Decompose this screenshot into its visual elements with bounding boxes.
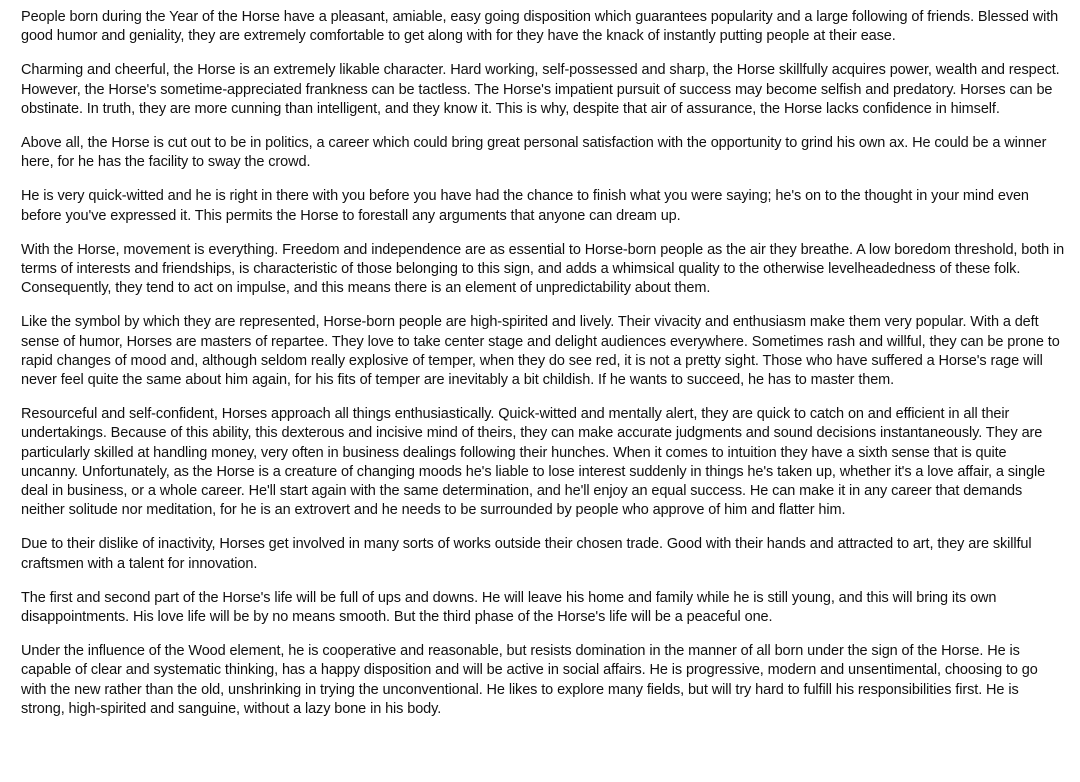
paragraph-10: Under the influence of the Wood element, he is cooperative and reasonable, but resists domination in the manner of all born under the sign of the Horse. He is capable of clear and systematic thinking, has a happy disposition and will be active in social affairs. He is progressive, modern and unsentimental, choosing to go with the new rather than the old, unshrinking in trying the unconventional. He likes to explore many fields, but will try hard to fulfill his responsibilities first. He is strong, high-spirited and sanguine, without a lazy bone in his body. <box>21 643 1038 717</box>
paragraph-5: With the Horse, movement is everything. Freedom and independence are as essential to Horse-born people as the air they breathe. A low boredom threshold, both in terms of interests and friendships, is characteristic of those belonging to this sign, and adds a whimsical quality to the otherwise levelheadedness of these folk. Consequently, they tend to act on impulse, and this means there is an element of unpredictability about them. <box>21 241 1065 297</box>
paragraph-1: People born during the Year of the Horse have a pleasant, amiable, easy going disposition which guarantees popularity and a large following of friends. Blessed with good humor and geniality, they are extremely comfortable to get along with for they have the knack of instantly putting people at their ease. <box>21 9 1059 45</box>
paragraph-8: Due to their dislike of inactivity, Horses get involved in many sorts of works outside their chosen trade. Good with their hands and attracted to art, they are skillful craftsmen with a talent for innovation. <box>21 536 1032 572</box>
paragraph-7: Resourceful and self-confident, Horses approach all things enthusiastically. Quick-witted and mentally alert, they are quick to catch on and efficient in all their undertakings. Because of this ability, this dexterous and incisive mind of theirs, they can make accurate judgments and sound decisions instantaneously. They are particularly skilled at handling money, very often in business dealings following their hunches. When it comes to intuition they have a sixth sense that is quite uncanny. Unfortunately, as the Horse is a creature of changing moods he's liable to lose interest suddenly in things he's taken up, whether it's a love affair, a single deal in business, or a whole career. He'll start again with the same determination, and he'll enjoy an equal success. He can make it in any career that demands neither solitude nor meditation, for he is an extrovert and he needs to be surrounded by people who approve of him and flatter him. <box>21 406 1046 519</box>
paragraph-9: The first and second part of the Horse's life will be full of ups and downs. He will leave his home and family while he is still young, and this will bring its own disappointments. His love life will be by no means smooth. But the third phase of the Horse's life will be a peaceful one. <box>21 589 997 626</box>
paragraph-4: He is very quick-witted and he is right in there with you before you have had the chance to finish what you were saying; he's on to the thought in your mind even before you've expressed it. This permits the Horse to forestall any arguments that anyone can dream up. <box>21 188 1029 224</box>
paragraph-3: Above all, the Horse is cut out to be in politics, a career which could bring great personal satisfaction with the opportunity to grind his own ax. He could be a winner here, for he has the facility to sway the crowd. <box>21 135 1047 171</box>
article-body <box>21 8 1065 734</box>
paragraph-2: Charming and cheerful, the Horse is an extremely likable character. Hard working, self-possessed and sharp, the Horse skillfully acquires power, wealth and respect. However, the Horse's sometime-appreciated frankness can be tactless. The Horse's impatient pursuit of success may become selfish and predatory. Horses can be obstinate. In truth, they are more cunning than intelligent, and they know it. This is why, despite that air of assurance, the Horse lacks confidence in himself. <box>21 62 1060 117</box>
paragraph-6: Like the symbol by which they are represented, Horse-born people are high-spirited and lively. Their vivacity and enthusiasm make them very popular. With a deft sense of humor, Horses are masters of repartee. They love to take center stage and delight audiences everywhere. Sometimes rash and willful, they can be prone to rapid changes of mood and, although seldom really explosive of temper, when they do see red, it is not a pretty sight. Those who have suffered a Horse's rage will never feel quite the same about him again, for his fits of temper are inevitably a bit childish. If he wants to succeed, he has to master them. <box>21 314 1060 389</box>
